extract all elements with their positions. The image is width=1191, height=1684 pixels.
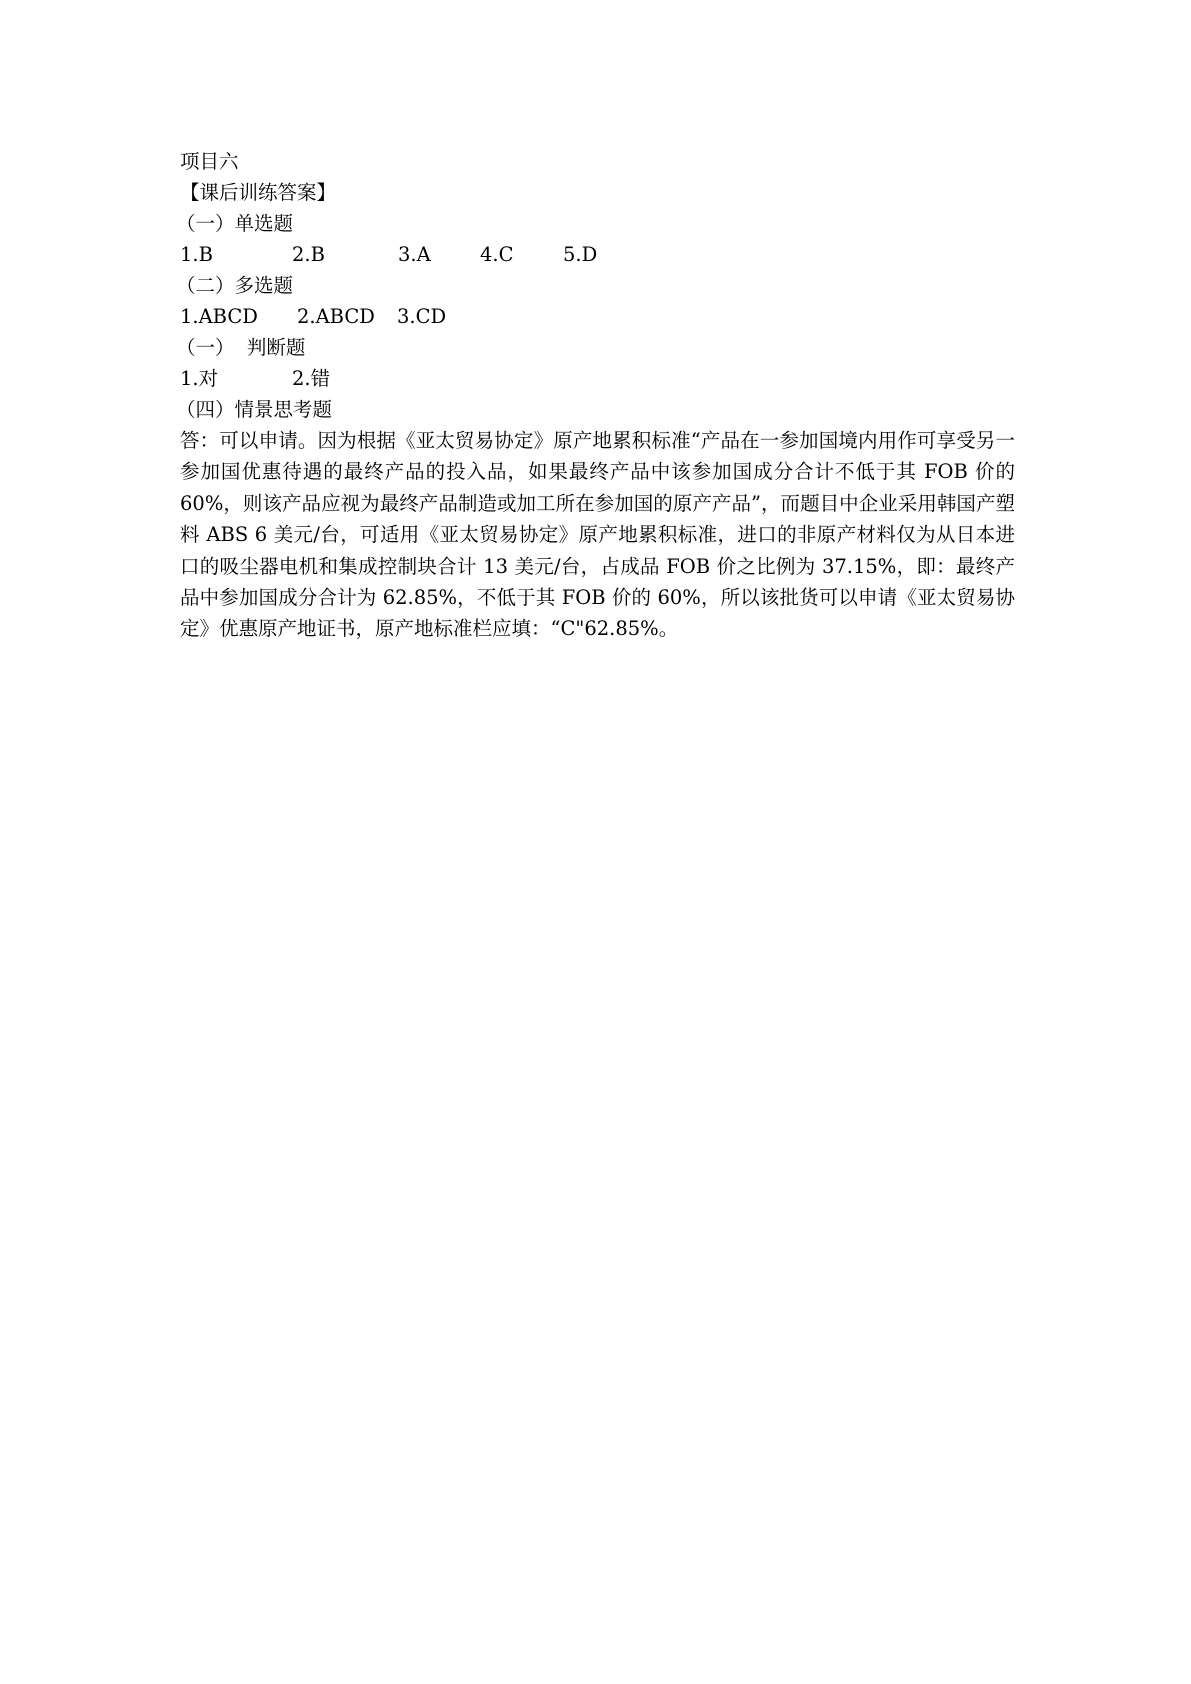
answer-item: 2.错 [292, 367, 331, 390]
project-title: 项目六 [180, 150, 239, 173]
section-header: 【课后训练答案】 [180, 181, 337, 204]
true-false-heading: （一） 判断题 [176, 336, 306, 359]
answer-item: 4.C [480, 243, 514, 266]
answer-item: 2.B [292, 243, 325, 266]
answer-item: 1.ABCD [180, 305, 258, 328]
answer-item: 2.ABCD [297, 305, 375, 328]
single-choice-heading: （一）单选题 [176, 212, 294, 235]
multiple-choice-answers [180, 301, 1015, 332]
true-false-answers [180, 363, 1015, 394]
answer-item: 1.对 [180, 367, 219, 390]
answer-item: 3.A [398, 243, 431, 266]
multiple-choice-heading: （二）多选题 [176, 274, 294, 297]
scenario-answer-paragraph: 答：可以申请。因为根据《亚太贸易协定》原产地累积标准“产品在一参加国境内用作可享受另一参加国优惠待遇的最终产品的投入品，如果最终产品中该参加国成分合计不低于其 FOB 价的 60%，则该产品应视为最终产品制造或加工所在参加国的原产产品”，而题目中企业采用韩国产塑料 ABS 6 美元/台，可适用《亚太贸易协定》原产地累积标准，进口的非原产材料仅为从日本进口的吸尘器电机和集成控制块合计 13 美元/台，占成品 FOB 价之比例为 37.15%，即：最终产品中参加国成分合计为 62.85%，不低于其 FOB 价的 60%，所以该批货可以申请《亚太贸易协定》优惠原产地证书，原产地标准栏应填：“C"62.85%。 [180, 429, 1015, 641]
document-page [176, 146, 1015, 645]
scenario-heading: （四）情景思考题 [176, 398, 333, 421]
answer-item: 1.B [180, 243, 213, 266]
answer-item: 3.CD [397, 305, 447, 328]
answer-item: 5.D [563, 243, 598, 266]
single-choice-answers [180, 239, 1015, 270]
